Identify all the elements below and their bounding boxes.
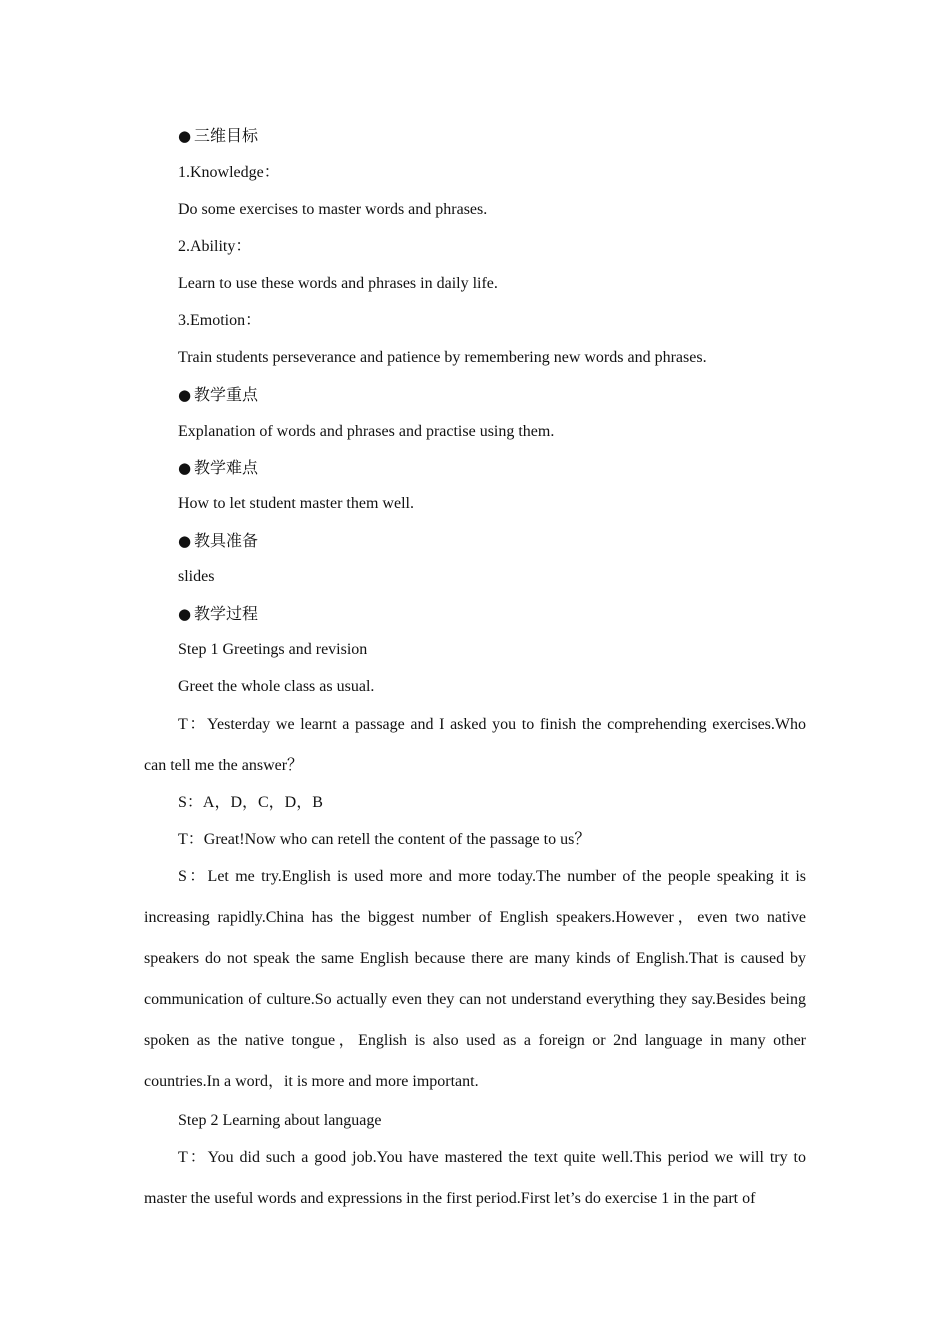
difficult-points-text: How to let student master them well. [178, 495, 414, 512]
step2-heading: Step 2 Learning about language [178, 1112, 382, 1129]
bullet-icon: ● [178, 386, 192, 404]
process-heading: ● 教学过程 [178, 605, 259, 623]
bullet-icon: ● [178, 459, 192, 477]
teacher-step2: T：You did such a good job.You have mastered the text quite well.This period we will try to master the useful words and expressions in the first period.First let’s do exercise 1 in the part of [144, 1149, 806, 1207]
emotion-label: 3.Emotion： [178, 312, 262, 329]
bullet-icon: ● [178, 532, 192, 550]
knowledge-label: 1.Knowledge： [178, 164, 280, 181]
knowledge-text: Do some exercises to master words and phrases. [178, 201, 488, 218]
student-retell: S：Let me try.English is used more and more today.The number of the people speaking it is increasing rapidly.China has the biggest number of English speakers.However，even two native speakers do not speak the same English because there are many kinds of English.That is caused by communication of culture.So actually even they can not understand everything they say.Besides being spoken as the native tongue，English is also used as a foreign or 2nd language in many other countries.In a word，it is more and more important. [144, 868, 806, 1090]
ability-text: Learn to use these words and phrases in daily life. [178, 275, 498, 292]
key-points-heading: ● 教学重点 [178, 386, 259, 404]
teacher-retell: T：Great!Now who can retell the content of the passage to us？ [178, 831, 591, 848]
aids-text: slides [178, 568, 215, 585]
aids-heading: ● 教具准备 [178, 532, 259, 550]
objectives-heading: ● 三维目标 [178, 127, 259, 145]
student-answer: S：A，D，C，D，B [178, 794, 323, 811]
teacher-question: T：Yesterday we learnt a passage and I asked you to finish the comprehending exercises.Who can tell me the answer？ [144, 716, 806, 774]
emotion-text: Train students perseverance and patience by remembering new words and phrases. [178, 349, 707, 366]
step1-heading: Step 1 Greetings and revision [178, 641, 368, 658]
step1-greet: Greet the whole class as usual. [178, 678, 375, 695]
key-points-text: Explanation of words and phrases and practise using them. [178, 423, 555, 440]
bullet-icon: ● [178, 127, 192, 145]
ability-label: 2.Ability： [178, 238, 252, 255]
difficult-points-heading: ● 教学难点 [178, 459, 259, 477]
bullet-icon: ● [178, 605, 192, 623]
